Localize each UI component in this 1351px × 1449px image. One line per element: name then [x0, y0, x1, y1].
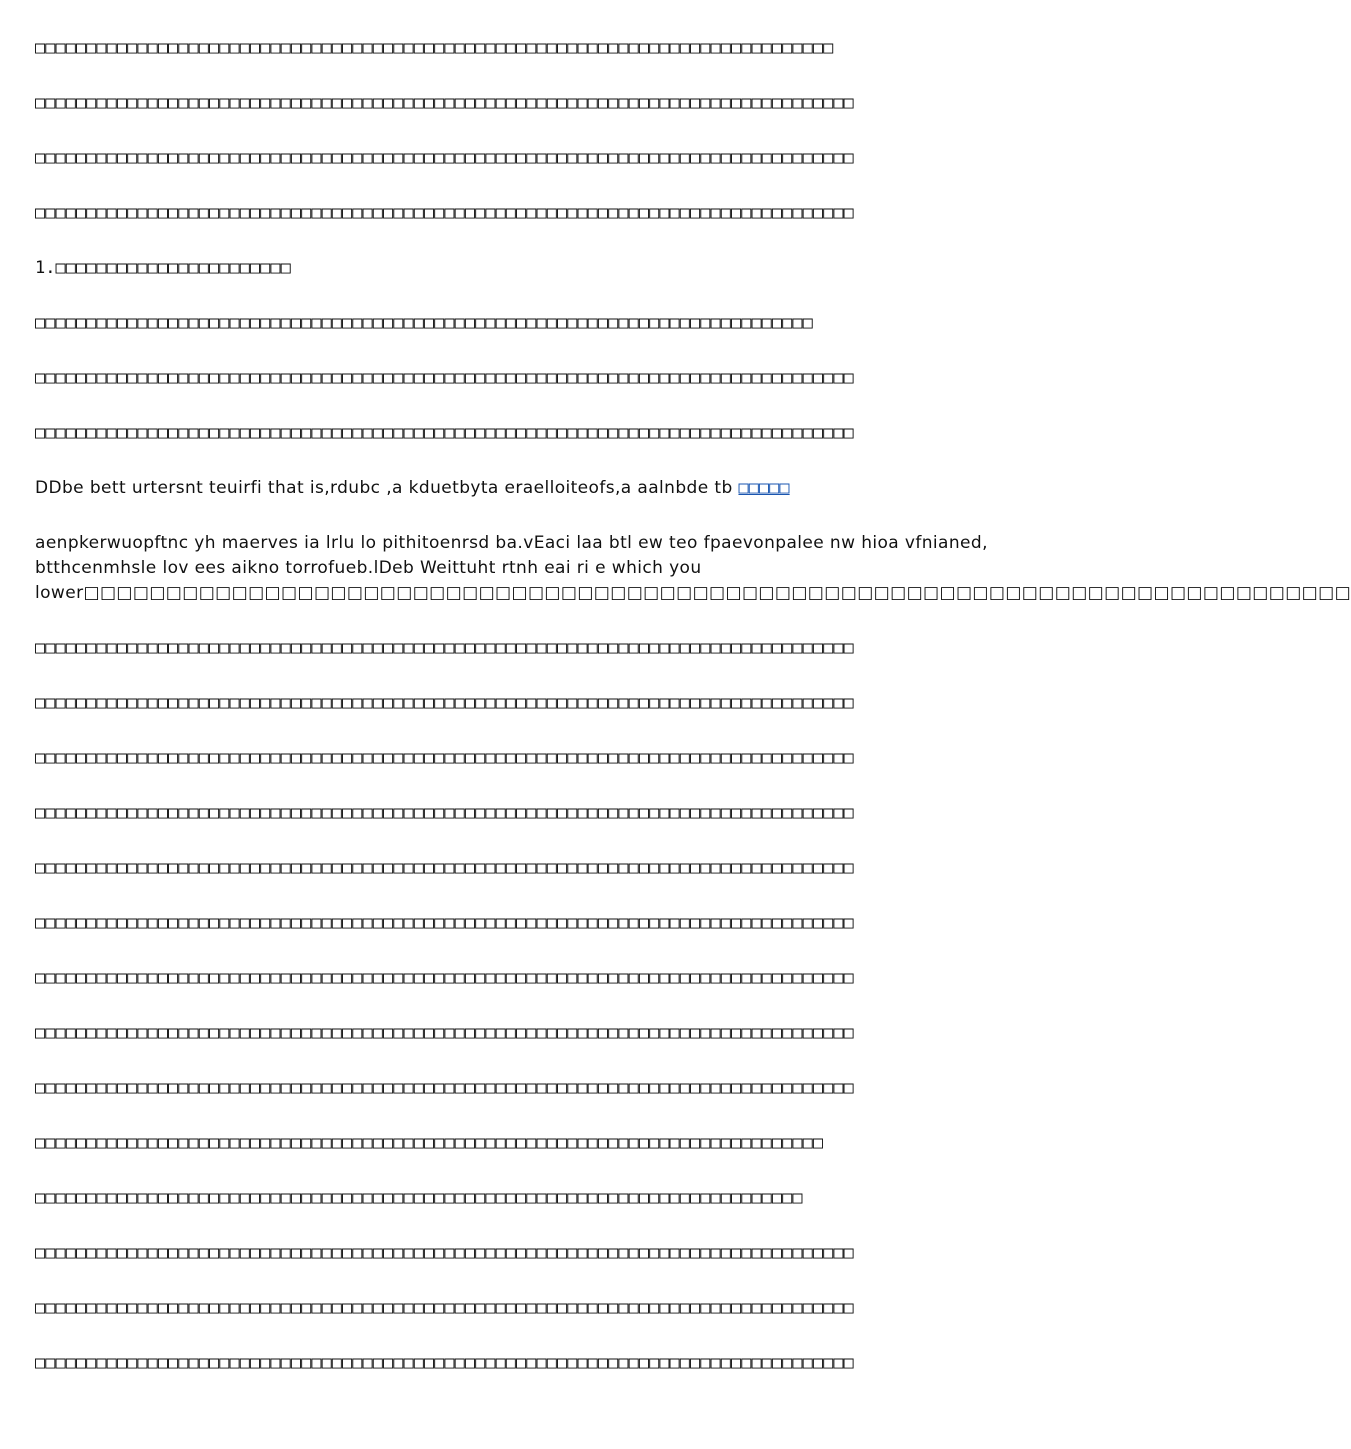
paragraph-12: □□□□□□□□□□□□□□□□□□□□□□□□□□□□□□□□□□□□□□□□□□□□□□□□□□□□□□□□□□□□□□□□□□□□□□□□□□□□□□□□	[35, 803, 854, 823]
numbered-heading: 1.□□□□□□□□□□□□□□□□□□□□□□□	[35, 258, 291, 278]
latin-paragraph-line-2: btthcenmhsle lov ees aikno torrofueb.lDeb Weittuht rtnh eai ri e which you	[35, 558, 702, 578]
paragraph-10: □□□□□□□□□□□□□□□□□□□□□□□□□□□□□□□□□□□□□□□□□□□□□□□□□□□□□□□□□□□□□□□□□□□□□□□□□□□□□□□□	[35, 693, 854, 713]
paragraph-2: □□□□□□□□□□□□□□□□□□□□□□□□□□□□□□□□□□□□□□□□□□□□□□□□□□□□□□□□□□□□□□□□□□□□□□□□□□□□□□□□	[35, 93, 854, 113]
paragraph-13: □□□□□□□□□□□□□□□□□□□□□□□□□□□□□□□□□□□□□□□□□□□□□□□□□□□□□□□□□□□□□□□□□□□□□□□□□□□□□□□□	[35, 858, 854, 878]
paragraph-21: □□□□□□□□□□□□□□□□□□□□□□□□□□□□□□□□□□□□□□□□□□□□□□□□□□□□□□□□□□□□□□□□□□□□□□□□□□□□□□□□	[35, 1298, 854, 1318]
paragraph-16: □□□□□□□□□□□□□□□□□□□□□□□□□□□□□□□□□□□□□□□□□□□□□□□□□□□□□□□□□□□□□□□□□□□□□□□□□□□□□□□□	[35, 1023, 854, 1043]
paragraph-4: □□□□□□□□□□□□□□□□□□□□□□□□□□□□□□□□□□□□□□□□□□□□□□□□□□□□□□□□□□□□□□□□□□□□□□□□□□□□□□□□	[35, 203, 854, 223]
document-page	[35, 36, 1351, 1406]
paragraph-1: □□□□□□□□□□□□□□□□□□□□□□□□□□□□□□□□□□□□□□□□□□□□□□□□□□□□□□□□□□□□□□□□□□□□□□□□□□□□□□	[35, 38, 834, 58]
mixed-paragraph-text: DDbe bett urtersnt teuirfi that is,rdubc ,a kduetbyta eraelloiteofs,a aalnbde tb	[35, 478, 739, 498]
latin-paragraph-line-1: aenpkerwuopftnc yh maerves ia lrlu lo pithitoenrsd ba.vEaci laa btl ew teo fpaevonpalee nw hioa vfnianed,	[35, 533, 988, 553]
paragraph-14: □□□□□□□□□□□□□□□□□□□□□□□□□□□□□□□□□□□□□□□□□□□□□□□□□□□□□□□□□□□□□□□□□□□□□□□□□□□□□□□□	[35, 913, 854, 933]
paragraph-6: □□□□□□□□□□□□□□□□□□□□□□□□□□□□□□□□□□□□□□□□□□□□□□□□□□□□□□□□□□□□□□□□□□□□□□□□□□□□	[35, 313, 813, 333]
paragraph-18: □□□□□□□□□□□□□□□□□□□□□□□□□□□□□□□□□□□□□□□□□□□□□□□□□□□□□□□□□□□□□□□□□□□□□□□□□□□□□	[35, 1133, 824, 1153]
latin-paragraph-line-3: lower□□□□□□□□□□□□□□□□□□□□□□□□□□□□□□□□□□□□□□□□□□□□□□□□□□□□□□□□□□□□□□□□□□□□□□□□□□□□□	[35, 583, 1351, 603]
latin-paragraph	[35, 531, 1351, 606]
paragraph-7: □□□□□□□□□□□□□□□□□□□□□□□□□□□□□□□□□□□□□□□□□□□□□□□□□□□□□□□□□□□□□□□□□□□□□□□□□□□□□□□□	[35, 368, 854, 388]
paragraph-17: □□□□□□□□□□□□□□□□□□□□□□□□□□□□□□□□□□□□□□□□□□□□□□□□□□□□□□□□□□□□□□□□□□□□□□□□□□□□□□□□	[35, 1078, 854, 1098]
paragraph-19: □□□□□□□□□□□□□□□□□□□□□□□□□□□□□□□□□□□□□□□□□□□□□□□□□□□□□□□□□□□□□□□□□□□□□□□□□□□	[35, 1188, 803, 1208]
paragraph-22: □□□□□□□□□□□□□□□□□□□□□□□□□□□□□□□□□□□□□□□□□□□□□□□□□□□□□□□□□□□□□□□□□□□□□□□□□□□□□□□□	[35, 1353, 854, 1373]
paragraph-8: □□□□□□□□□□□□□□□□□□□□□□□□□□□□□□□□□□□□□□□□□□□□□□□□□□□□□□□□□□□□□□□□□□□□□□□□□□□□□□□□	[35, 423, 854, 443]
paragraph-15: □□□□□□□□□□□□□□□□□□□□□□□□□□□□□□□□□□□□□□□□□□□□□□□□□□□□□□□□□□□□□□□□□□□□□□□□□□□□□□□□	[35, 968, 854, 988]
paragraph-9: □□□□□□□□□□□□□□□□□□□□□□□□□□□□□□□□□□□□□□□□□□□□□□□□□□□□□□□□□□□□□□□□□□□□□□□□□□□□□□□□	[35, 638, 854, 658]
paragraph-20: □□□□□□□□□□□□□□□□□□□□□□□□□□□□□□□□□□□□□□□□□□□□□□□□□□□□□□□□□□□□□□□□□□□□□□□□□□□□□□□□	[35, 1243, 854, 1263]
paragraph-3: □□□□□□□□□□□□□□□□□□□□□□□□□□□□□□□□□□□□□□□□□□□□□□□□□□□□□□□□□□□□□□□□□□□□□□□□□□□□□□□□	[35, 148, 854, 168]
paragraph-11: □□□□□□□□□□□□□□□□□□□□□□□□□□□□□□□□□□□□□□□□□□□□□□□□□□□□□□□□□□□□□□□□□□□□□□□□□□□□□□□□	[35, 748, 854, 768]
mixed-paragraph-link[interactable]: □□□□□	[738, 478, 790, 498]
mixed-paragraph	[35, 476, 990, 501]
